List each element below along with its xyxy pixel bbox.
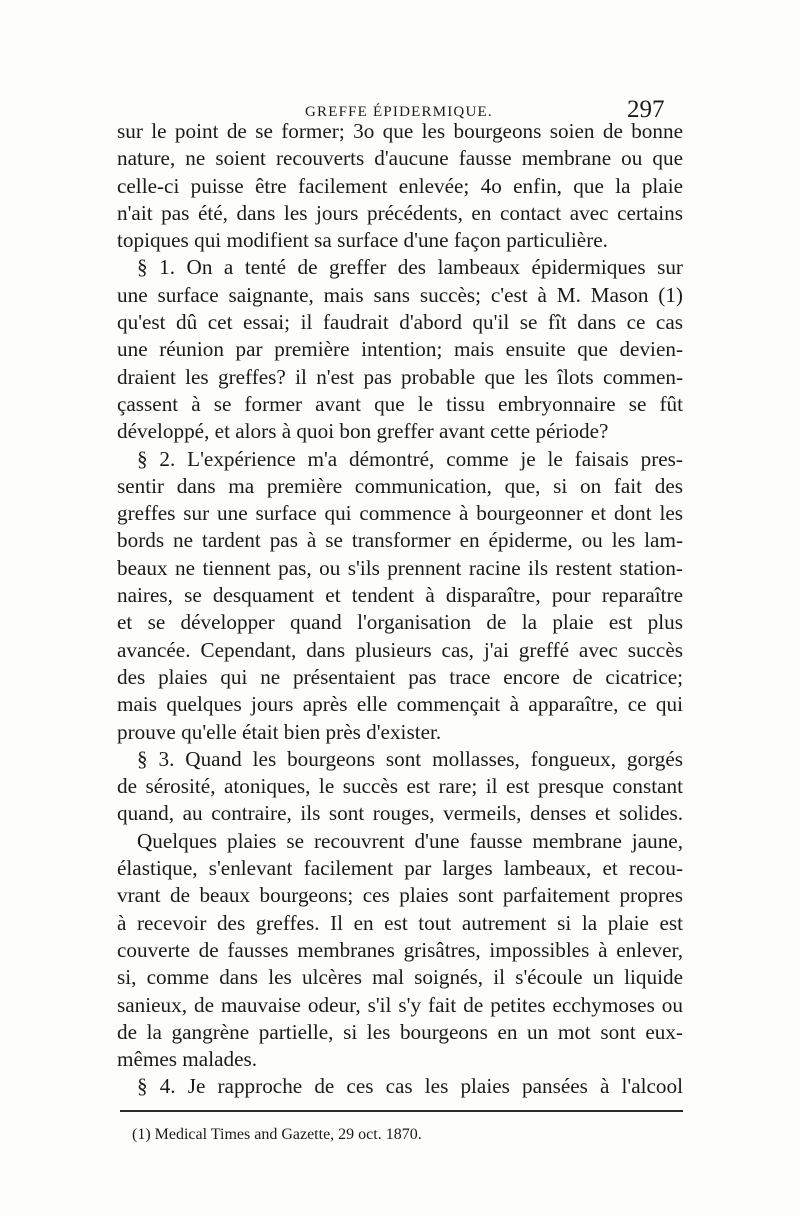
text-line: sanieux, de mauvaise odeur, s'il s'y fait de petites ecchymoses ou [117, 992, 683, 1017]
text-line: mais quelques jours après elle commençait à apparaître, ce qui [117, 692, 683, 717]
text-line: développé, et alors à quoi bon greffer avant cette période? [117, 419, 609, 444]
text-line: nature, ne soient recouverts d'aucune fausse membrane ou que [117, 146, 683, 171]
text-line: vrant de beaux bourgeons; ces plaies sont parfaitement propres [117, 883, 683, 908]
text-line: une surface saignante, mais sans succès; c'est à M. Mason (1) [117, 282, 683, 307]
paragraph-start-line: Quelques plaies se recouvrent d'une fausse membrane jaune, [137, 828, 683, 853]
body-text [117, 118, 683, 1101]
running-title: GREFFE ÉPIDERMIQUE. [305, 104, 493, 120]
text-line: beaux ne tiennent pas, ou s'ils prennent racine ils restent station- [117, 555, 683, 580]
text-line: quand, au contraire, ils sont rouges, vermeils, denses et solides. [117, 801, 683, 826]
text-line: couverte de fausses membranes grisâtres, impossibles à enlever, [117, 937, 683, 962]
text-line: sentir dans ma première communication, que, si on fait des [117, 473, 683, 498]
text-line: des plaies qui ne présentaient pas trace encore de cicatrice; [117, 664, 683, 689]
text-line: draient les greffes? il n'est pas probable que les îlots commen- [117, 364, 683, 389]
text-line: naires, se desquament et tendent à disparaître, pour reparaître [117, 583, 683, 608]
footnote-rule [120, 1110, 683, 1112]
footnote: (1) Medical Times and Gazette, 29 oct. 1870. [132, 1126, 422, 1143]
text-line: çassent à se former avant que le tissu embryonnaire se fût [117, 391, 683, 416]
text-line: greffes sur une surface qui commence à bourgeonner et dont les [117, 501, 683, 526]
paragraph-start-line: § 4. Je rapproche de ces cas les plaies pansées à l'alcool [137, 1074, 683, 1099]
paragraph-start-line: § 1. On a tenté de greffer des lambeaux épidermiques sur [137, 255, 683, 280]
text-line: mêmes malades. [117, 1047, 258, 1072]
page-number: 297 [627, 96, 665, 123]
text-line: topiques qui modifient sa surface d'une façon particulière. [117, 228, 608, 253]
paragraph-start-line: § 3. Quand les bourgeons sont mollasses, fongueux, gorgés [137, 746, 683, 771]
text-line: celle-ci puisse être facilement enlevée; 4o enfin, que la plaie [117, 173, 683, 198]
text-line: bords ne tardent pas à se transformer en épiderme, ou les lam- [117, 528, 683, 553]
text-line: sur le point de se former; 3o que les bourgeons soien de bonne [117, 119, 683, 143]
text-line: qu'est dû cet essai; il faudrait d'abord qu'il se fît dans ce cas [117, 310, 683, 335]
text-line: de sérosité, atoniques, le succès est rare; il est presque constant [117, 774, 683, 799]
text-line: prouve qu'elle était bien près d'exister. [117, 719, 442, 744]
paragraph-start-line: § 2. L'expérience m'a démontré, comme je le faisais pres- [137, 446, 683, 471]
text-line: une réunion par première intention; mais ensuite que devien- [117, 337, 683, 362]
text-line: n'ait pas été, dans les jours précédents, en contact avec certains [117, 200, 683, 225]
text-line: et se développer quand l'organisation de la plaie est plus [117, 610, 683, 635]
text-line: avancée. Cependant, dans plusieurs cas, j'ai greffé avec succès [117, 637, 683, 662]
text-line: à recevoir des greffes. Il en est tout autrement si la plaie est [117, 910, 683, 935]
text-line: de la gangrène partielle, si les bourgeons en un mot sont eux- [117, 1019, 683, 1044]
text-line: si, comme dans les ulcères mal soignés, il s'écoule un liquide [117, 965, 683, 990]
text-line: élastique, s'enlevant facilement par larges lambeaux, et recou- [117, 856, 683, 881]
